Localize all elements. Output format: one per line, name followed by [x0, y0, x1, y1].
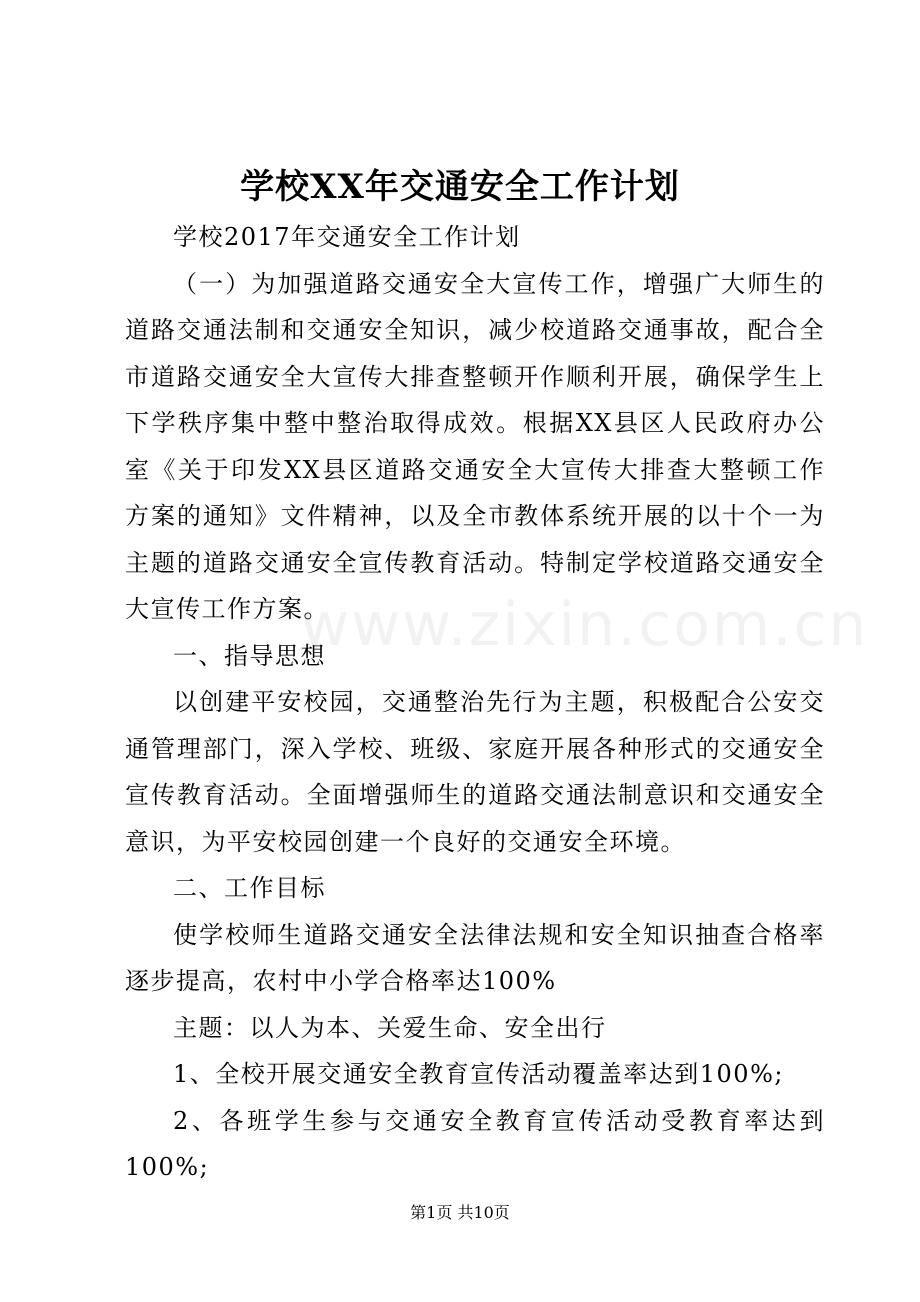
paragraph-intro: （一）为加强道路交通安全大宣传工作，增强广大师生的道路交通法制和交通安全知识，减少校道路交通事故，配合全市道路交通安全大宣传大排查整顿开作顺利开展，确保学生上下学秩序集中整中整治取得成效。根据XX县区人民政府办公室《关于印发XX县区道路交通安全大宣传大排查大整顿工作方案的通知》文件精神，以及全市教体系统开展的以十个一为主题的道路交通安全宣传教育活动。特制定学校道路交通安全大宣传工作方案。: [125, 269, 825, 623]
watermark: www.zixin.com.cn: [300, 590, 869, 660]
paragraph-theme: 主题：以人为本、关爱生命、安全出行: [173, 1013, 607, 1042]
section-heading-work-goals: 二、工作目标: [173, 874, 326, 902]
paragraph-work-goals: 使学校师生道路交通安全法律法规和安全知识抽查合格率逐步提高，农村中小学合格率达100%: [125, 920, 825, 995]
section-heading-guiding-ideology: 一、指导思想: [173, 641, 326, 670]
paragraph-subtitle: 学校2017年交通安全工作计划: [173, 223, 521, 251]
document-title: 学校XX年交通安全工作计划: [240, 167, 680, 207]
page-footer: 第1页 共10页: [410, 1203, 510, 1222]
list-item-goal-1: 1、全校开展交通安全教育宣传活动覆盖率达到100%;: [173, 1060, 784, 1088]
paragraph-guiding-ideology: 以创建平安校园，交通整治先行为主题，积极配合公安交通管理部门，深入学校、班级、家庭开展各种形式的交通安全宣传教育活动。全面增强师生的道路交通法制意识和交通安全意识，为平安校园创建一个良好的交通安全环境。: [125, 688, 825, 856]
document-body: [125, 214, 869, 1191]
list-item-goal-2: 2、各班学生参与交通安全教育宣传活动受教育率达到100%;: [125, 1106, 825, 1181]
